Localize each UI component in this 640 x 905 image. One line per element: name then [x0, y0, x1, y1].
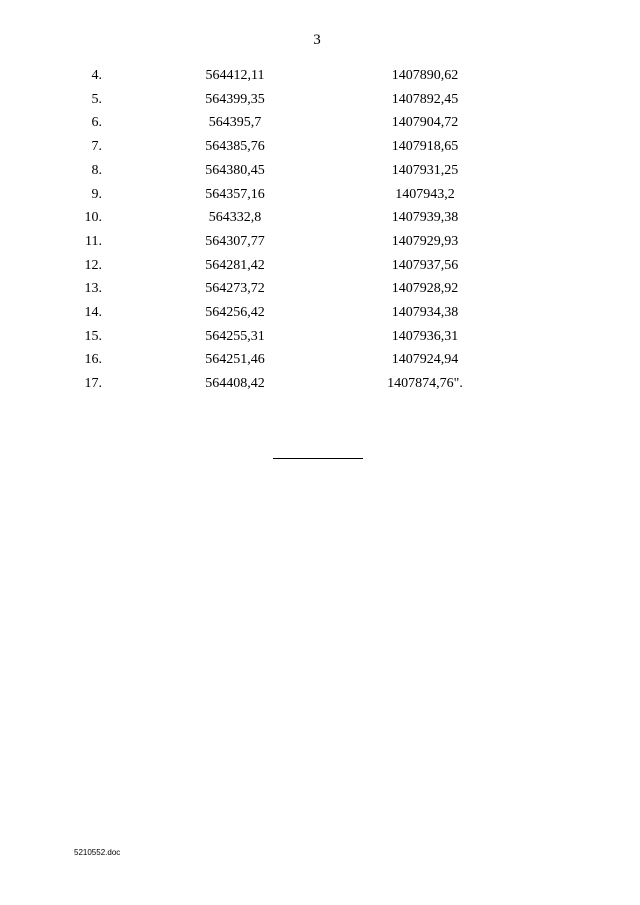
column-spacer — [280, 277, 380, 301]
table-row — [0, 111, 640, 135]
table-row — [0, 64, 640, 88]
column-spacer — [470, 183, 640, 207]
column-spacer — [280, 206, 380, 230]
column-spacer — [280, 230, 380, 254]
column-spacer — [280, 301, 380, 325]
column-spacer — [470, 64, 640, 88]
y-coordinate-cell: 1407874,76". — [387, 376, 463, 392]
y-coordinate-cell: 1407939,38 — [391, 210, 459, 226]
x-coordinate-cell: 564380,45 — [205, 162, 265, 178]
table-row — [0, 254, 640, 278]
point-number-cell: 5. — [91, 91, 102, 107]
column-spacer — [280, 183, 380, 207]
point-number-cell: 16. — [84, 352, 102, 368]
x-coordinate-cell: 564357,16 — [205, 186, 265, 202]
table-row — [0, 88, 640, 112]
x-coordinate-cell: 564399,35 — [205, 91, 265, 107]
x-coordinate-cell: 564281,42 — [205, 257, 265, 273]
y-coordinate-cell: 1407904,72 — [391, 115, 459, 131]
x-coordinate-cell: 564256,42 — [205, 305, 265, 321]
column-spacer — [280, 111, 380, 135]
column-spacer — [470, 88, 640, 112]
y-coordinate-cell: 1407924,94 — [391, 352, 459, 368]
x-coordinate-cell: 564255,31 — [205, 328, 265, 344]
column-spacer — [280, 64, 380, 88]
table-row — [0, 325, 640, 349]
table-row — [0, 183, 640, 207]
coordinates-table-body — [0, 64, 640, 396]
column-spacer — [470, 348, 640, 372]
point-number-cell: 15. — [84, 328, 102, 344]
y-coordinate-cell: 1407931,25 — [391, 162, 459, 178]
y-coordinate-cell: 1407937,56 — [391, 257, 459, 273]
y-coordinate-cell: 1407936,31 — [391, 328, 459, 344]
column-spacer — [280, 325, 380, 349]
x-coordinate-cell: 564273,72 — [205, 281, 265, 297]
column-spacer — [470, 277, 640, 301]
column-spacer — [280, 348, 380, 372]
point-number-cell: 10. — [84, 210, 102, 226]
column-spacer — [470, 230, 640, 254]
coordinates-table — [0, 64, 640, 396]
column-spacer — [470, 372, 640, 396]
table-row — [0, 348, 640, 372]
table-row — [0, 277, 640, 301]
end-separator-line — [273, 458, 363, 459]
y-coordinate-cell: 1407918,65 — [391, 139, 459, 155]
x-coordinate-cell: 564251,46 — [205, 352, 265, 368]
page-number: 3 — [313, 32, 321, 48]
y-coordinate-cell: 1407934,38 — [391, 305, 459, 321]
x-coordinate-cell: 564385,76 — [205, 139, 265, 155]
x-coordinate-cell: 564332,8 — [208, 210, 262, 226]
table-row — [0, 159, 640, 183]
y-coordinate-cell: 1407943,2 — [395, 186, 455, 202]
point-number-cell: 13. — [84, 281, 102, 297]
x-coordinate-cell: 564395,7 — [208, 115, 262, 131]
point-number-cell: 8. — [91, 162, 102, 178]
point-number-cell: 9. — [91, 186, 102, 202]
table-row — [0, 206, 640, 230]
point-number-cell: 6. — [91, 115, 102, 131]
point-number-cell: 11. — [85, 233, 102, 249]
point-number-cell: 7. — [91, 139, 102, 155]
point-number-cell: 17. — [84, 376, 102, 392]
column-spacer — [280, 372, 380, 396]
y-coordinate-cell: 1407890,62 — [391, 68, 459, 83]
y-coordinate-cell: 1407892,45 — [391, 91, 459, 107]
column-spacer — [470, 206, 640, 230]
column-spacer — [280, 135, 380, 159]
table-row — [0, 135, 640, 159]
column-spacer — [470, 159, 640, 183]
table-row — [0, 301, 640, 325]
column-spacer — [470, 135, 640, 159]
column-spacer — [280, 254, 380, 278]
table-row — [0, 230, 640, 254]
y-coordinate-cell: 1407928,92 — [391, 281, 459, 297]
column-spacer — [470, 325, 640, 349]
column-spacer — [280, 159, 380, 183]
x-coordinate-cell: 564412,11 — [205, 68, 265, 83]
column-spacer — [470, 254, 640, 278]
y-coordinate-cell: 1407929,93 — [391, 233, 459, 249]
point-number-cell: 4. — [91, 68, 102, 83]
column-spacer — [470, 111, 640, 135]
point-number-cell: 12. — [84, 257, 102, 273]
table-row — [0, 372, 640, 396]
x-coordinate-cell: 564408,42 — [205, 376, 265, 392]
point-number-cell: 14. — [84, 305, 102, 321]
column-spacer — [280, 88, 380, 112]
column-spacer — [470, 301, 640, 325]
x-coordinate-cell: 564307,77 — [205, 233, 265, 249]
footer-filename: 5210552.doc — [74, 848, 121, 857]
